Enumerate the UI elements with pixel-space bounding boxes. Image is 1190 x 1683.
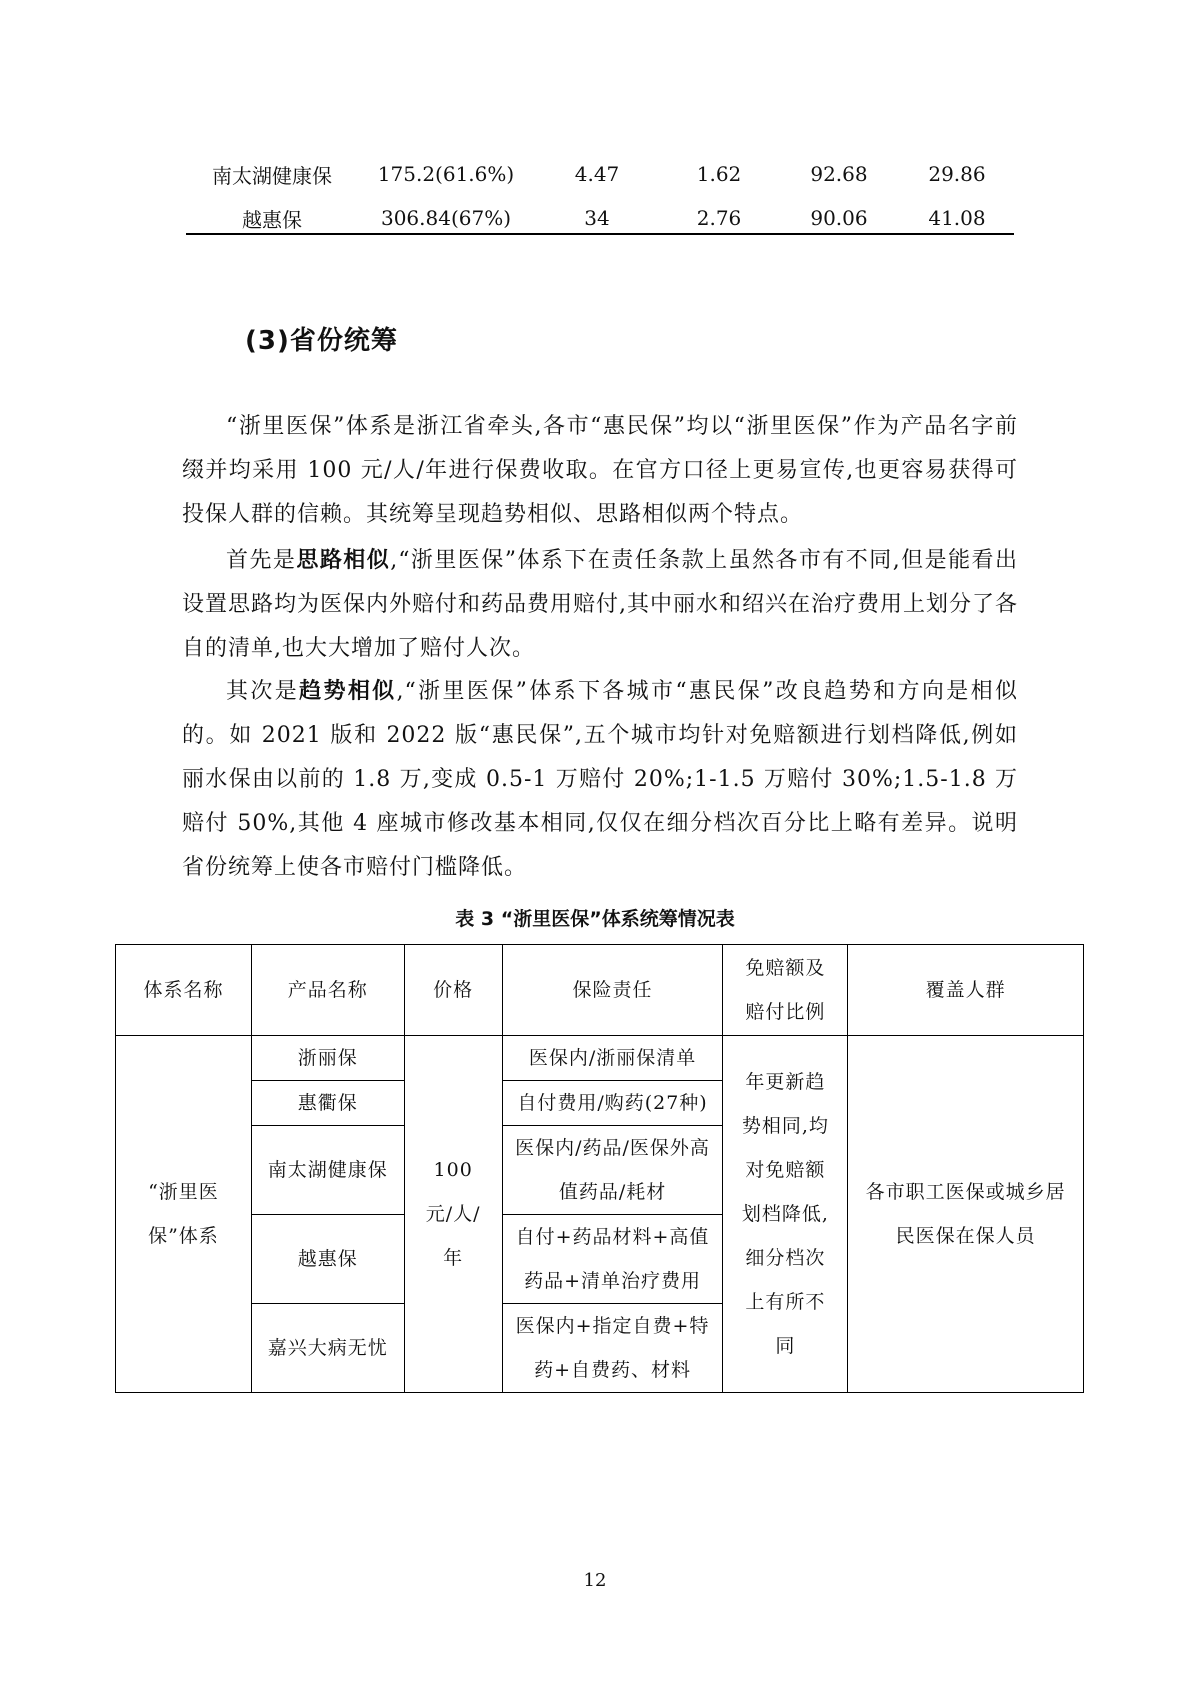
table-row — [186, 152, 1014, 196]
table-header-row — [116, 945, 1084, 1036]
table-cell: 175.2(61.6%) — [377, 162, 515, 186]
page-number: 12 — [583, 1570, 607, 1591]
table-cell: 南太湖健康保 — [212, 163, 332, 188]
system-name-cell: “浙里医保”体系 — [116, 1036, 252, 1393]
table-cell: 4.47 — [574, 162, 620, 186]
header-product-name: 产品名称 — [251, 945, 404, 1036]
table-cell: 34 — [584, 206, 610, 230]
system-summary-table — [115, 944, 1084, 1393]
paragraph-2 — [182, 539, 1018, 671]
paragraph-2-emphasis: 思路相似 — [296, 548, 391, 573]
responsibility-cell: 医保内+指定自费+特药+自费药、材料 — [502, 1304, 723, 1393]
table-cell: 1.62 — [696, 162, 742, 186]
table-cell: 306.84(67%) — [380, 206, 512, 230]
table-bottom-rule — [186, 233, 1014, 235]
header-system-name: 体系名称 — [116, 945, 252, 1036]
table-row — [116, 1036, 1084, 1081]
header-deductible: 免赔额及赔付比例 — [723, 945, 848, 1036]
paragraph-3-body: ,“浙里医保”体系下各城市“惠民保”改良趋势和方向是相似的。如 2021 版和 2022 版“惠民保”,五个城市均针对免赔额进行划档降低,例如丽水保由以前的 1.8 万,变成 0.5-1 万赔付 20%;1-1.5 万赔付 30%;1.5-1.8 万赔付 50%,其他 4 座城市修改基本相同,仅仅在细分档次百分比上略有差异。说明省份统筹上使各市赔付门槛降低。 — [182, 679, 1018, 880]
deductible-cell: 年更新趋势相同,均对免赔额划档降低,细分档次上有所不同 — [723, 1036, 848, 1393]
table-cell: 92.68 — [810, 162, 868, 186]
table-cell: 29.86 — [928, 162, 986, 186]
table-caption: 表 3 “浙里医保”体系统筹情况表 — [455, 908, 735, 930]
paragraph-1: “浙里医保”体系是浙江省牵头,各市“惠民保”均以“浙里医保”作为产品名字前缀并均采用 100 元/人/年进行保费收取。在官方口径上更易宣传,也更容易获得可投保人群的信赖。其统筹呈现趋势相似、思路相似两个特点。 — [182, 414, 1018, 527]
responsibility-cell: 医保内/药品/医保外高值药品/耗材 — [502, 1126, 723, 1215]
paragraph-3-prefix: 其次是 — [226, 679, 300, 704]
paragraph-2-body: ,“浙里医保”体系下在责任条款上虽然各市有不同,但是能看出设置思路均为医保内外赔付和药品费用赔付,其中丽水和绍兴在治疗费用上划分了各自的清单,也大大增加了赔付人次。 — [182, 548, 1018, 661]
coverage-cell: 各市职工医保或城乡居民医保在保人员 — [848, 1036, 1084, 1393]
product-cell: 越惠保 — [251, 1215, 404, 1304]
paragraph-3 — [182, 670, 1018, 890]
product-cell: 惠衢保 — [251, 1081, 404, 1126]
product-cell: 浙丽保 — [251, 1036, 404, 1081]
section-heading: (3)省份统筹 — [245, 326, 398, 356]
table-cell: 2.76 — [696, 206, 742, 230]
responsibility-cell: 医保内/浙丽保清单 — [502, 1036, 723, 1081]
paragraph-2-prefix: 首先是 — [226, 548, 297, 573]
header-coverage: 覆盖人群 — [848, 945, 1084, 1036]
table-cell: 41.08 — [928, 206, 986, 230]
header-responsibility: 保险责任 — [502, 945, 723, 1036]
table-cell: 越惠保 — [242, 207, 302, 232]
header-price: 价格 — [404, 945, 502, 1036]
product-cell: 南太湖健康保 — [251, 1126, 404, 1215]
responsibility-cell: 自付+药品材料+高值药品+清单治疗费用 — [502, 1215, 723, 1304]
product-cell: 嘉兴大病无忧 — [251, 1304, 404, 1393]
responsibility-cell: 自付费用/购药(27种) — [502, 1081, 723, 1126]
paragraph-3-emphasis: 趋势相似 — [299, 679, 397, 704]
table-cell: 90.06 — [810, 206, 868, 230]
price-cell: 100 元/人/年 — [404, 1036, 502, 1393]
top-table-continued — [186, 152, 1014, 240]
